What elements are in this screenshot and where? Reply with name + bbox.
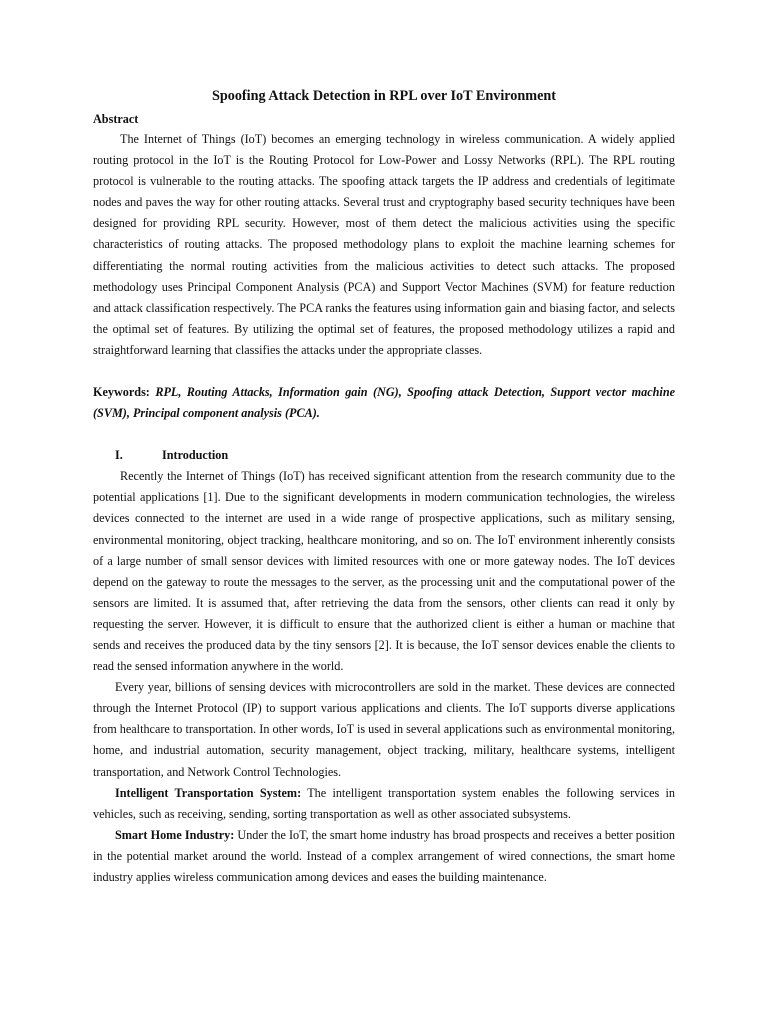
- smart-home-label: Smart Home Industry:: [115, 827, 235, 842]
- its-paragraph: [93, 783, 675, 825]
- its-text: The intelligent transportation system enables the following services in vehicles, such as receiving, sending, sorting transportation as well as other associated subsystems.: [93, 785, 675, 821]
- section-title: Introduction: [162, 448, 229, 463]
- paper-title: Spoofing Attack Detection in RPL over IoT Environment: [211, 88, 557, 104]
- abstract-text: The Internet of Things (IoT) becomes an emerging technology in wireless communication. A widely applied routing protocol in the IoT is the Routing Protocol for Low-Power and Lossy Networks (RPL). The RPL routing protocol is vulnerable to the routing attacks. The spoofing attack targets the IP address and credentials of legitimate nodes and paves the way for other routing attacks. Several trust and cryptography based security techniques have been designed for providing RPL security. However, most of them detect the malicious activities using the specific characteristics of routing attacks. The proposed methodology plans to exploit the machine learning schemes for differentiating the normal routing activities from the malicious activities to detect such attacks. The proposed methodology uses Principal Component Analysis (PCA) and Support Vector Machines (SVM) for feature reduction and attack classification respectively. The PCA ranks the features using information gain and biasing factor, and selects the optimal set of features. By utilizing the optimal set of features, the proposed methodology utilizes a rapid and straightforward learning that classifies the attacks under the appropriate classes.: [93, 132, 675, 357]
- keywords-label: Keywords:: [93, 385, 150, 400]
- abstract-heading: Abstract: [93, 112, 139, 126]
- section-heading-introduction: [93, 445, 675, 466]
- smart-home-text: Under the IoT, the smart home industry has broad prospects and receives a better position in the potential market around the world. Instead of a complex arrangement of wired connections, the smart home industry applies wireless communication among devices and eases the building maintenance.: [93, 827, 675, 884]
- intro-paragraph-2: Every year, billions of sensing devices with microcontrollers are sold in the market. These devices are connected through the Internet Protocol (IP) to support various applications and clients. The IoT supports diverse applications from healthcare to transportation. In other words, IoT is used in several applications such as environmental monitoring, home, and industrial automation, security management, object tracking, military, healthcare systems, intelligent transportation, and Network Control Technologies.: [93, 680, 675, 779]
- its-label: Intelligent Transportation System:: [115, 785, 302, 800]
- keywords: [93, 382, 675, 424]
- keywords-text: RPL, Routing Attacks, Information gain (NG), Spoofing attack Detection, Support vector machine (SVM), Principal component analysis (PCA).: [93, 385, 676, 421]
- section-number: I.: [115, 448, 123, 463]
- intro-paragraph-1: Recently the Internet of Things (IoT) has received significant attention from the research community due to the potential applications [1]. Due to the significant developments in modern communication technologies, the wireless devices connected to the internet are used in a wide range of prospective applications, such as military sensing, environmental monitoring, object tracking, healthcare monitoring, and so on. The IoT environment inherently consists of a large number of small sensor devices with limited resources with one or more gateway nodes. The IoT devices depend on the gateway to route the messages to the server, as the processing unit and the computational power of the sensors are limited. It is assumed that, after retrieving the data from the sensors, other clients can read it only by requesting the server. However, it is difficult to ensure that the authorized client is either a human or machine that sends and receives the produced data by the tiny sensors [2]. It is because, the IoT sensor devices enable the clients to read the sensed information anywhere in the world.: [93, 469, 675, 674]
- smart-home-paragraph: [93, 825, 675, 888]
- paper-page: [93, 86, 675, 888]
